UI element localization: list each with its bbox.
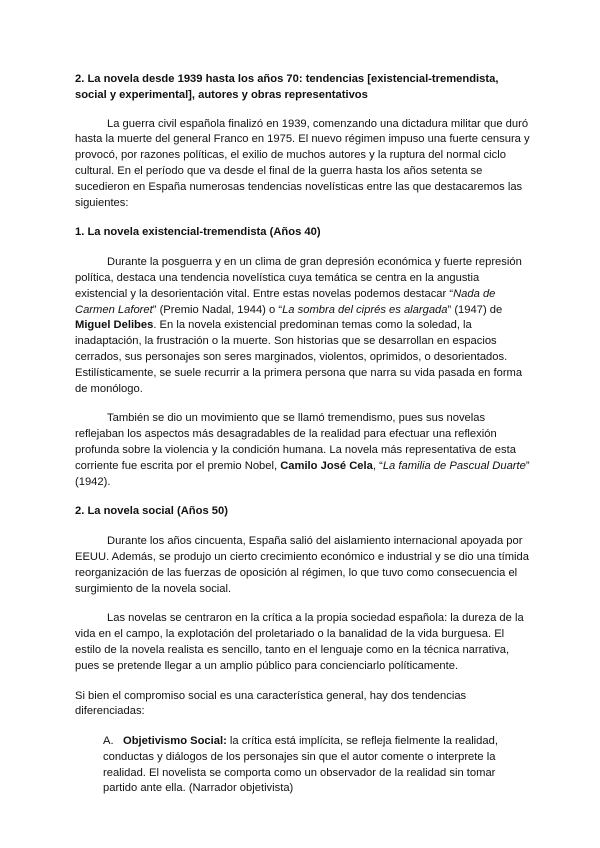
document-page xyxy=(75,72,530,797)
text-run: ” (Premio Nadal, 1944) o “ xyxy=(152,303,283,316)
text-run: . En la novela existencial predominan temas como la soledad, la inadaptación, la frustración o la muerte. Son historias que se desarrollan en espacios cerrados, sus personajes son seres marginados, violentos, oprimidos, o desorientados. Estilísticamente, se suele recurrir a la primera persona que narra su vida pasada en forma de monólogo. xyxy=(75,319,523,395)
text-run: Durante la posguerra y en un clima de gran depresión económica y fuerte represión política, destaca una tendencia novelística cuya temática se centra en la angustia existencial y la desorientación vital. Entre estas novelas podemos destacar “ xyxy=(75,256,522,300)
list-item-a xyxy=(89,734,530,797)
document-title: 2. La novela desde 1939 hasta los años 70: tendencias [existencial-tremendista, social y experimental], autores y obras representativos xyxy=(75,73,499,101)
section-1-heading: 1. La novela existencial-tremendista (Años 40) xyxy=(75,226,321,239)
section-1-paragraph-2 xyxy=(75,411,530,490)
section-2-paragraph-3: Si bien el compromiso social es una característica general, hay dos tendencias diferenciadas: xyxy=(75,689,467,718)
text-run: También se dio un movimiento que se llamó tremendismo, pues sus novelas reflejaban los aspectos más desagradables de la realidad para efectuar una reflexión profunda sobre la violencia y la condición humana. La novela más representativa de esta corriente fue escrita por el premio Nobel, xyxy=(75,412,516,472)
author-cela: Camilo José Cela xyxy=(280,459,373,472)
text-run: ” (1947) de xyxy=(447,303,503,316)
list-item-text: la crítica está implícita, se refleja fielmente la realidad, conductas y diálogos de los personajes sin que el autor comente o interprete la realidad. El novelista se comporta como un observador de la realidad sin tomar partido ante ella. (Narrador objetivista) xyxy=(103,735,498,795)
section-2-paragraph-1: Durante los años cincuenta, España salió del aislamiento internacional apoyada por EEUU. Además, se produjo un cierto crecimiento económico e industrial y se dio una tímida reorganización de las fuerzas de oposición al régimen, lo que tuvo como consecuencia el surgimiento de la novela social. xyxy=(75,535,529,595)
list-item-label: Objetivismo Social: xyxy=(123,735,227,748)
intro-paragraph: La guerra civil española finalizó en 1939, comenzando una dictadura militar que duró hasta la muerte del general Franco en 1975. El nuevo régimen impuso una fuerte censura y provocó, por razones políticas, el exilio de muchos autores y la ruptura del normal ciclo cultural. En el período que va desde el final de la guerra hasta los años setenta se sucedieron en España numerosas tendencias novelísticas entre las que destacaremos las siguientes: xyxy=(75,117,530,209)
section-2-heading: 2. La novela social (Años 50) xyxy=(75,505,228,518)
text-run: , “ xyxy=(372,459,383,472)
text-run: ” (1942). xyxy=(75,459,530,488)
section-1-paragraph-1 xyxy=(75,255,530,397)
section-2-paragraph-2: Las novelas se centraron en la crítica a la propia sociedad española: la dureza de la vida en el campo, la explotación del proletariado o la banalidad de la vida burguesa. El estilo de la novela realista es sencillo, tanto en el lenguaje como en la técnica narrativa, pues se pretende llegar a un amplio público para concienciarlo políticamente. xyxy=(75,612,524,672)
book-title-pascual-duarte: La familia de Pascual Duarte xyxy=(382,459,526,472)
book-title-nada: Nada de Carmen Laforet xyxy=(75,287,496,316)
list-marker: A. xyxy=(103,735,114,748)
author-delibes: Miguel Delibes xyxy=(75,319,154,332)
book-title-la-sombra: La sombra del ciprés es alargada xyxy=(282,303,448,316)
